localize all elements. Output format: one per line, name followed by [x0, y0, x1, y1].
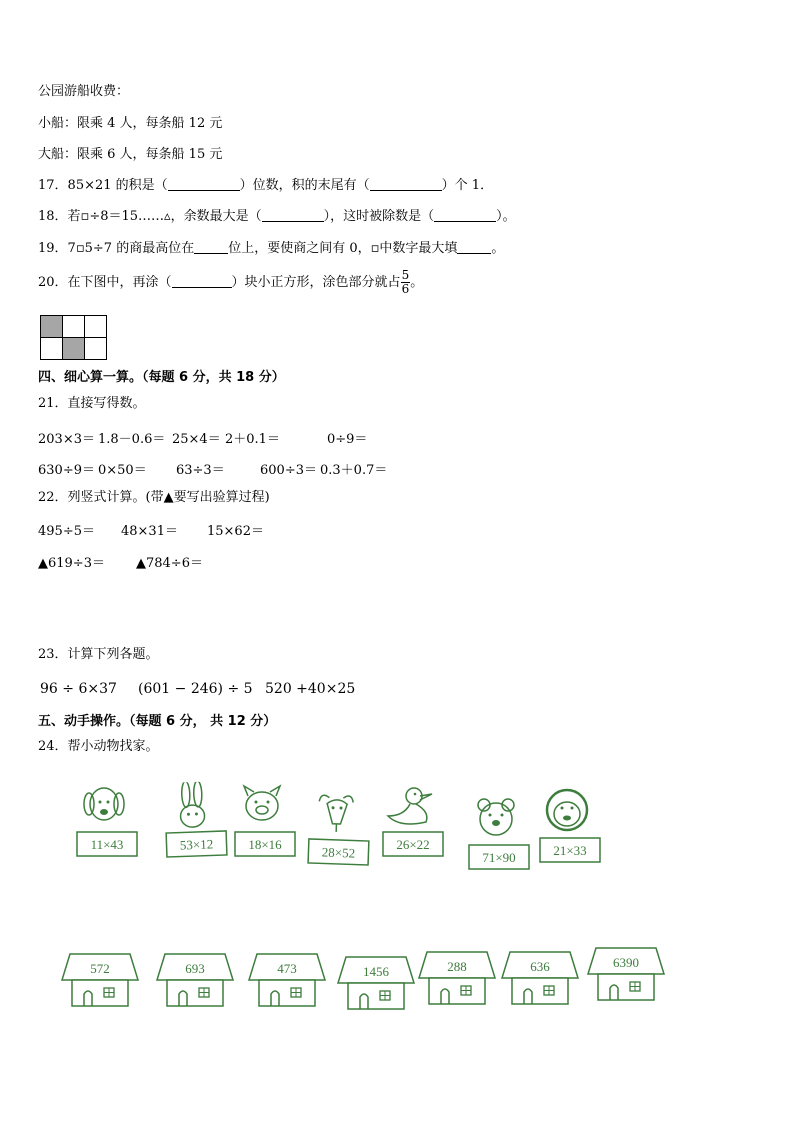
fraction-denominator: 6: [401, 282, 410, 296]
section-5-heading: 五、动手操作。（每题 6 分， 共 12 分）: [38, 714, 277, 729]
q22-item: 495÷5＝: [38, 524, 95, 539]
q21-item: 630÷9＝: [38, 463, 95, 478]
q17-text-a: 17．85×21 的积是（: [38, 178, 168, 193]
pig-icon: [232, 782, 298, 872]
q21-item: 2＋0.1＝: [225, 432, 280, 447]
q17-blank-1[interactable]: [168, 177, 240, 191]
goat-icon: [305, 789, 374, 881]
grid-cell[interactable]: [41, 338, 63, 360]
grid-cell-shaded[interactable]: [41, 316, 63, 338]
q18-blank-1[interactable]: [262, 208, 324, 222]
q21-item: 25×4＝: [172, 432, 221, 447]
house-icon: [336, 955, 416, 1013]
question-24: 24．帮小动物找家。: [38, 739, 159, 754]
grid-cell[interactable]: [85, 316, 107, 338]
house-icon: [417, 950, 497, 1008]
question-23: 23．计算下列各题。: [38, 647, 159, 662]
house[interactable]: [247, 952, 327, 1014]
q23-item: 520 +40×25: [265, 681, 356, 697]
q19-text-c: 。: [491, 241, 505, 256]
q17-text-b: ）位数，积的末尾有（: [239, 178, 370, 193]
section-4-heading: 四、细心算一算。（每题 6 分，共 18 分）: [38, 370, 285, 385]
q20-text-a: 20．在下图中，再涂（: [38, 275, 172, 290]
q19-text-a: 19．7▫5÷7 的商最高位在: [38, 241, 195, 256]
bear-icon: [466, 795, 532, 885]
rabbit-icon: [161, 781, 230, 873]
house[interactable]: [586, 946, 666, 1008]
q23-item: 96 ÷ 6×37: [40, 681, 117, 697]
q21-item: 1.8－0.6＝: [98, 432, 166, 447]
animal-monkey[interactable]: [537, 788, 603, 882]
animal-label: 21×33: [553, 843, 587, 858]
fraction-numerator: 5: [401, 268, 410, 282]
house-icon: [247, 952, 327, 1010]
q17-text-c: ）个 1．: [441, 178, 494, 193]
house-number: 473: [277, 961, 297, 976]
animal-rabbit[interactable]: [161, 781, 230, 877]
q22-item: 48×31＝: [121, 524, 178, 539]
house-icon: [155, 952, 235, 1010]
q18-text-a: 18．若▫÷8＝15……▵，余数最大是（: [38, 209, 262, 224]
house-icon: [586, 946, 666, 1004]
house-number: 693: [185, 961, 205, 976]
question-18: [38, 208, 516, 225]
q18-blank-2[interactable]: [434, 208, 496, 222]
question-20: [38, 268, 423, 298]
animal-dog[interactable]: [74, 782, 140, 876]
animal-label: 71×90: [482, 850, 516, 865]
animal-bear[interactable]: [466, 795, 532, 889]
house-icon: [500, 950, 580, 1008]
fraction-five-sixths: [401, 269, 411, 296]
q23-item: (601 − 246) ÷ 5: [138, 681, 253, 697]
q22-item: ▲784÷6＝: [136, 556, 203, 571]
q20-text-b: ）块小正方形，涂色部分就占: [231, 275, 401, 290]
animal-label: 18×16: [248, 837, 282, 852]
q21-item: 203×3＝: [38, 432, 95, 447]
question-21: 21．直接写得数。: [38, 396, 146, 411]
question-19: [38, 240, 504, 257]
animal-label: 28×52: [321, 844, 356, 861]
house[interactable]: [60, 952, 140, 1014]
house[interactable]: [500, 950, 580, 1012]
q19-blank-1[interactable]: [194, 240, 228, 254]
animal-goat[interactable]: [304, 789, 373, 885]
q20-blank[interactable]: [172, 274, 232, 288]
boat-fee-title: 公园游船收费：: [38, 84, 130, 99]
animal-label: 26×22: [396, 837, 430, 852]
q21-item: 0÷9＝: [327, 432, 368, 447]
house-number: 288: [447, 959, 467, 974]
q17-blank-2[interactable]: [370, 177, 442, 191]
dog-icon: [74, 782, 140, 872]
q18-text-c: ）。: [496, 209, 516, 224]
monkey-icon: [537, 788, 603, 878]
house[interactable]: [417, 950, 497, 1012]
house-number: 6390: [613, 955, 639, 970]
animal-label: 53×12: [179, 836, 214, 853]
grid-cell[interactable]: [63, 316, 85, 338]
house-icon: [60, 952, 140, 1010]
q22-item: 15×62＝: [207, 524, 264, 539]
q22-item: ▲619÷3＝: [38, 556, 105, 571]
q18-text-b: ），这时被除数是（: [323, 209, 435, 224]
animal-pig[interactable]: [232, 782, 298, 876]
q20-text-c: 。: [410, 275, 424, 290]
boat-fee-large: 大船：限乘 6 人，每条船 15 元: [38, 147, 223, 162]
house[interactable]: [155, 952, 235, 1014]
q21-item: 63÷3＝: [176, 463, 225, 478]
q19-text-b: 位上，要使商之间有 0，▫中数字最大填: [228, 241, 458, 256]
grid-cell[interactable]: [85, 338, 107, 360]
animal-duck[interactable]: [380, 782, 446, 876]
q21-item: 0×50＝: [98, 463, 147, 478]
q21-item: 600÷3＝: [260, 463, 317, 478]
house-number: 572: [90, 961, 110, 976]
animal-label: 11×43: [90, 837, 124, 852]
duck-icon: [380, 782, 446, 872]
house[interactable]: [336, 955, 416, 1017]
q19-blank-2[interactable]: [457, 240, 491, 254]
question-17: [38, 177, 493, 194]
square-grid: [40, 315, 107, 360]
house-number: 636: [530, 959, 550, 974]
q21-item: 0.3＋0.7＝: [320, 463, 388, 478]
house-number: 1456: [363, 964, 389, 979]
question-22: 22．列竖式计算。(带▲要写出验算过程): [38, 490, 270, 505]
boat-fee-small: 小船：限乘 4 人，每条船 12 元: [38, 116, 223, 131]
grid-cell-shaded[interactable]: [63, 338, 85, 360]
